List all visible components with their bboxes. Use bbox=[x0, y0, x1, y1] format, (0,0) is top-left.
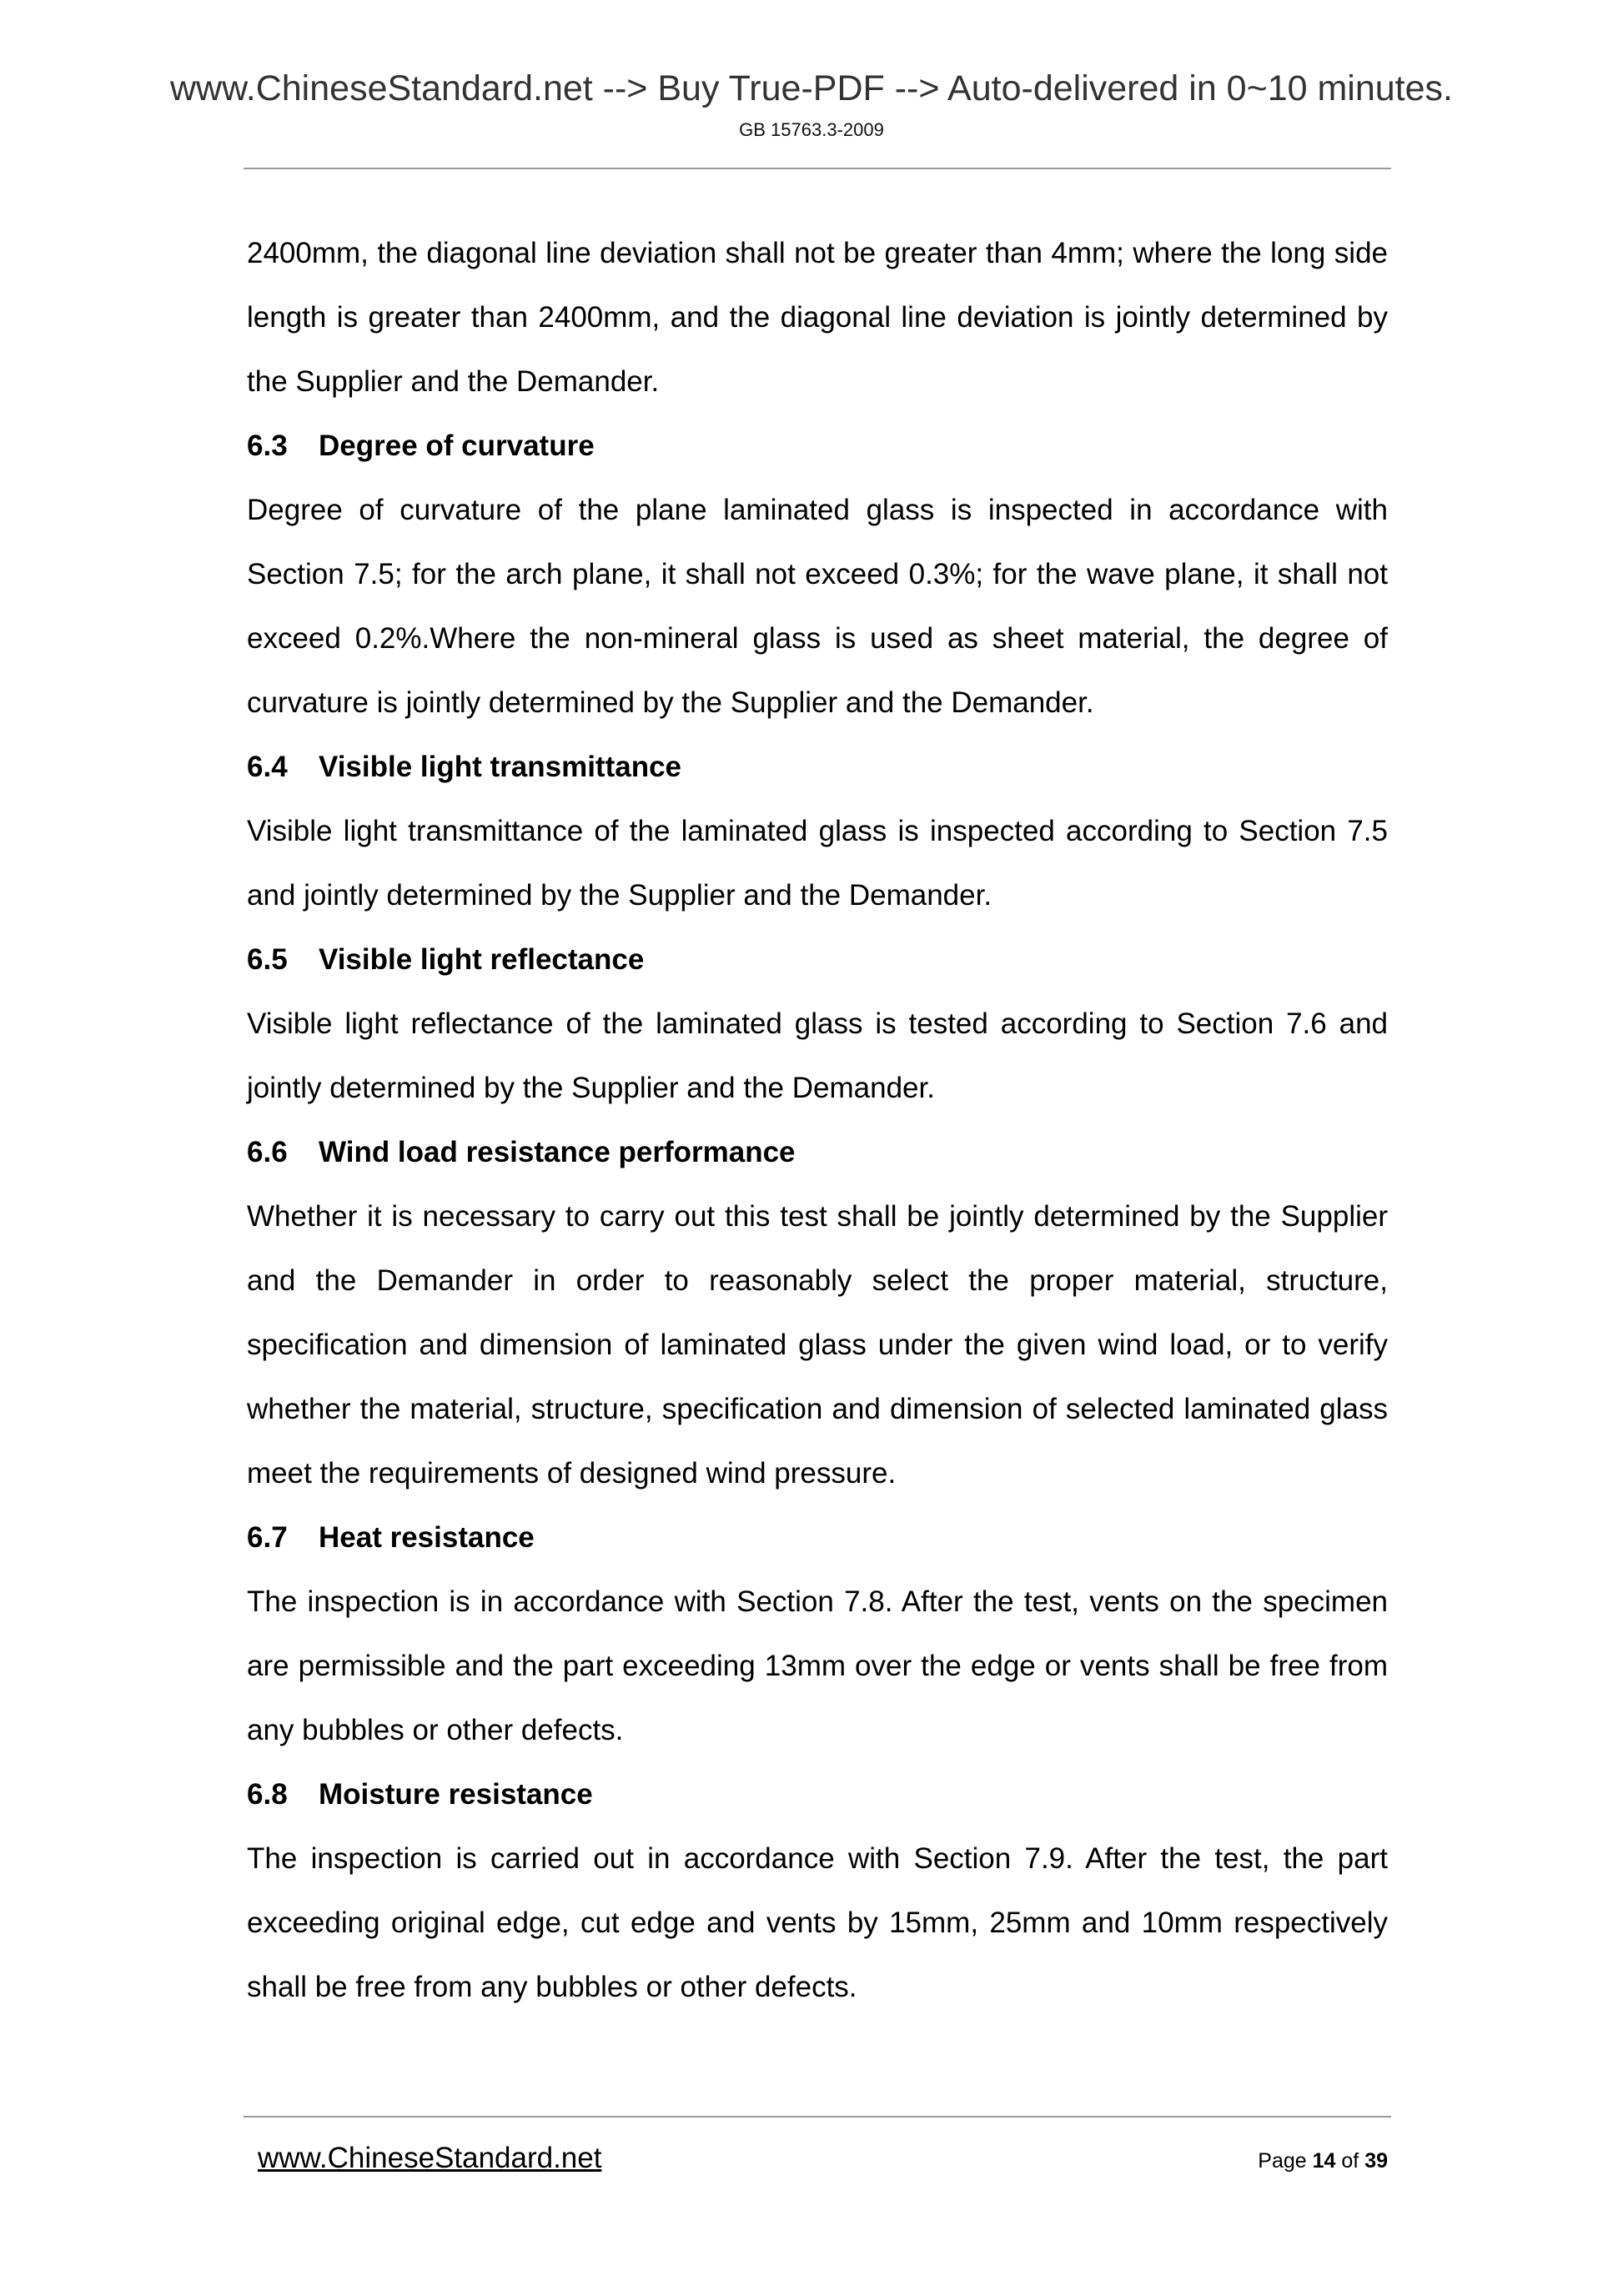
section-title: Visible light transmittance bbox=[319, 751, 682, 783]
page-number: 14 bbox=[1312, 2149, 1336, 2173]
section-title: Wind load resistance performance bbox=[319, 1136, 796, 1168]
section-heading-6-3 bbox=[247, 414, 1388, 478]
section-number: 6.8 bbox=[247, 1778, 288, 1811]
section-title: Heat resistance bbox=[319, 1521, 535, 1554]
section-heading-6-5 bbox=[247, 927, 1388, 992]
section-title: Visible light reflectance bbox=[319, 943, 645, 976]
section-number: 6.4 bbox=[247, 751, 288, 783]
section-number: 6.3 bbox=[247, 430, 288, 462]
footer-divider bbox=[244, 2116, 1391, 2118]
section-heading-6-6 bbox=[247, 1120, 1388, 1184]
section-title: Moisture resistance bbox=[319, 1778, 593, 1811]
section-body-6-8: The inspection is carried out in accordance with Section 7.9. After the test, the part exceeding original edge, cut edge and vents by 15mm, 25mm and 10mm respectively shall be free from any bubbles or other defects. bbox=[247, 1842, 1388, 2003]
intro-paragraph: 2400mm, the diagonal line deviation shall not be greater than 4mm; where the long side length is greater than 2400mm, and the diagonal line deviation is jointly determined by the Supplier and the Demander. bbox=[247, 237, 1388, 398]
section-number: 6.6 bbox=[247, 1136, 288, 1168]
footer-site-link[interactable]: www.ChineseStandard.net bbox=[258, 2142, 602, 2174]
section-body-6-7: The inspection is in accordance with Section 7.8. After the test, vents on the specimen are permissible and the part exceeding 13mm over the edge or vents shall be free from any bubbles or other defects. bbox=[247, 1585, 1388, 1746]
page-total: 39 bbox=[1364, 2149, 1388, 2173]
section-body-6-4: Visible light transmittance of the laminated glass is inspected according to Section 7.5 and jointly determined by the Supplier and the Demander. bbox=[247, 815, 1388, 912]
page-label: Page bbox=[1258, 2149, 1307, 2173]
section-title: Degree of curvature bbox=[319, 430, 595, 462]
header-divider bbox=[244, 168, 1391, 169]
section-number: 6.7 bbox=[247, 1521, 288, 1554]
section-heading-6-8 bbox=[247, 1762, 1388, 1826]
section-body-6-5: Visible light reflectance of the laminated glass is tested according to Section 7.6 and jointly determined by the Supplier and the Demander. bbox=[247, 1007, 1388, 1104]
page-indicator bbox=[1258, 2147, 1388, 2175]
section-heading-6-7 bbox=[247, 1505, 1388, 1570]
section-number: 6.5 bbox=[247, 943, 288, 976]
section-heading-6-4 bbox=[247, 735, 1388, 799]
section-body-6-6: Whether it is necessary to carry out this test shall be jointly determined by the Supplier and the Demander in order to reasonably select the proper material, structure, specification and dimension of laminated glass under the given wind load, or to verify whether the material, structure, specification and dimension of selected laminated glass meet the requirements of designed wind pressure. bbox=[247, 1200, 1388, 1490]
document-code: GB 15763.3-2009 bbox=[739, 119, 884, 140]
section-body-6-3: Degree of curvature of the plane laminated glass is inspected in accordance with Section 7.5; for the arch plane, it shall not exceed 0.3%; for the wave plane, it shall not exceed 0.2%.Where the non-mineral glass is used as sheet material, the degree of curvature is jointly determined by the Supplier and the Demander. bbox=[247, 494, 1388, 719]
document-body bbox=[247, 221, 1388, 2019]
site-banner: www.ChineseStandard.net --> Buy True-PDF --> Auto-delivered in 0~10 minutes. bbox=[169, 68, 1453, 108]
of-label: of bbox=[1341, 2149, 1359, 2173]
